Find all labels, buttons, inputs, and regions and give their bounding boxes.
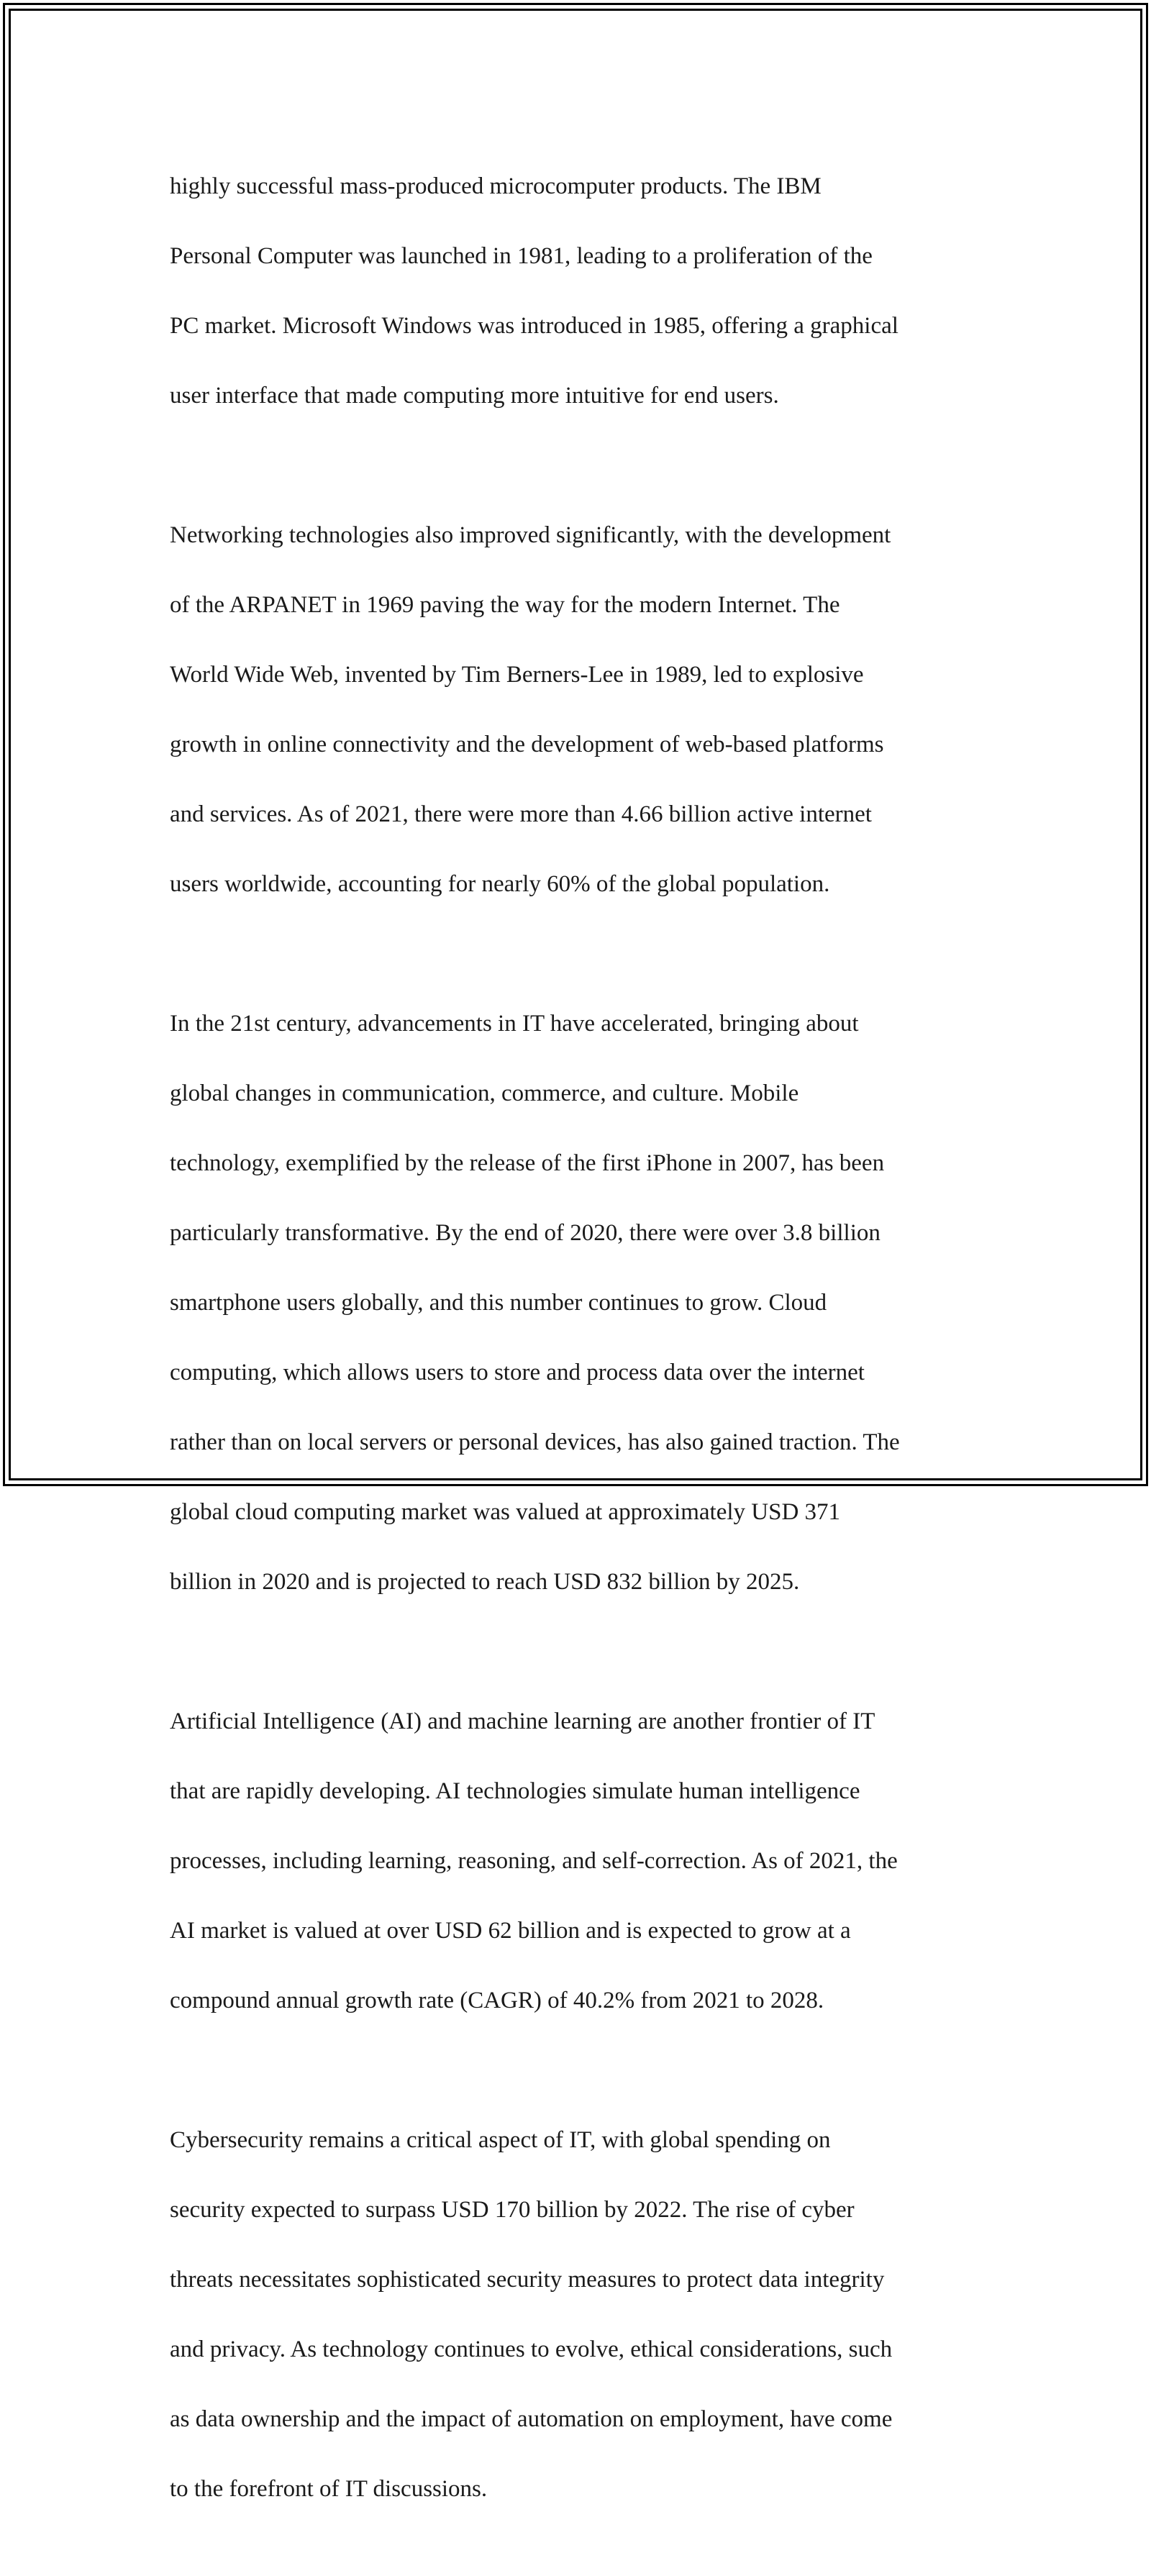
text-line: user interface that made computing more intuitive for end users.: [170, 382, 779, 409]
text-line: Networking technologies also improved significantly, with the development: [170, 522, 891, 548]
text-line: threats necessitates sophisticated security measures to protect data integrity: [170, 2266, 885, 2293]
text-line: particularly transformative. By the end of 2020, there were over 3.8 billion: [170, 1219, 881, 1246]
text-line: to the forefront of IT discussions.: [170, 2475, 488, 2502]
text-line: billion in 2020 and is projected to reach USD 832 billion by 2025.: [170, 1568, 800, 1595]
text-line: global cloud computing market was valued at approximately USD 371: [170, 1498, 841, 1525]
text-line: and privacy. As technology continues to evolve, ethical considerations, such: [170, 2336, 893, 2362]
text-line: rather than on local servers or personal devices, has also gained traction. The: [170, 1429, 900, 1455]
text-line: technology, exemplified by the release of the first iPhone in 2007, has been: [170, 1150, 885, 1176]
paragraph-networking: [170, 483, 986, 937]
text-line: highly successful mass-produced microcomputer products. The IBM: [170, 173, 822, 199]
text-line: Personal Computer was launched in 1981, leading to a proliferation of the: [170, 242, 873, 269]
text-line: as data ownership and the impact of automation on employment, have come: [170, 2406, 893, 2432]
document-body: [170, 134, 986, 2576]
text-line: security expected to surpass USD 170 billion by 2022. The rise of cyber: [170, 2196, 855, 2223]
text-line: growth in online connectivity and the development of web-based platforms: [170, 731, 884, 757]
text-line: AI market is valued at over USD 62 billion and is expected to grow at a: [170, 1917, 851, 1944]
paragraph-microcomputers: [170, 134, 986, 448]
paragraph-ai: [170, 1669, 986, 2053]
text-line: processes, including learning, reasoning, and self-correction. As of 2021, the: [170, 1847, 898, 1874]
text-line: Artificial Intelligence (AI) and machine learning are another frontier of IT: [170, 1708, 875, 1734]
text-line: PC market. Microsoft Windows was introduced in 1985, offering a graphical: [170, 312, 898, 339]
text-line: of the ARPANET in 1969 paving the way for the modern Internet. The: [170, 591, 840, 618]
text-line: smartphone users globally, and this number continues to grow. Cloud: [170, 1289, 827, 1316]
text-line: In the 21st century, advancements in IT have accelerated, bringing about: [170, 1010, 859, 1037]
paragraph-cybersecurity: [170, 2088, 986, 2541]
text-line: computing, which allows users to store and process data over the internet: [170, 1359, 865, 1385]
text-line: Cybersecurity remains a critical aspect of IT, with global spending on: [170, 2126, 831, 2153]
text-line: that are rapidly developing. AI technologies simulate human intelligence: [170, 1778, 860, 1804]
text-line: global changes in communication, commerce, and culture. Mobile: [170, 1080, 799, 1106]
text-line: users worldwide, accounting for nearly 60% of the global population.: [170, 870, 830, 897]
text-line: compound annual growth rate (CAGR) of 40.2% from 2021 to 2028.: [170, 1987, 824, 2013]
text-line: World Wide Web, invented by Tim Berners-Lee in 1989, led to explosive: [170, 661, 864, 688]
text-line: and services. As of 2021, there were more than 4.66 billion active internet: [170, 801, 872, 827]
paragraph-21st-century: [170, 971, 986, 1634]
